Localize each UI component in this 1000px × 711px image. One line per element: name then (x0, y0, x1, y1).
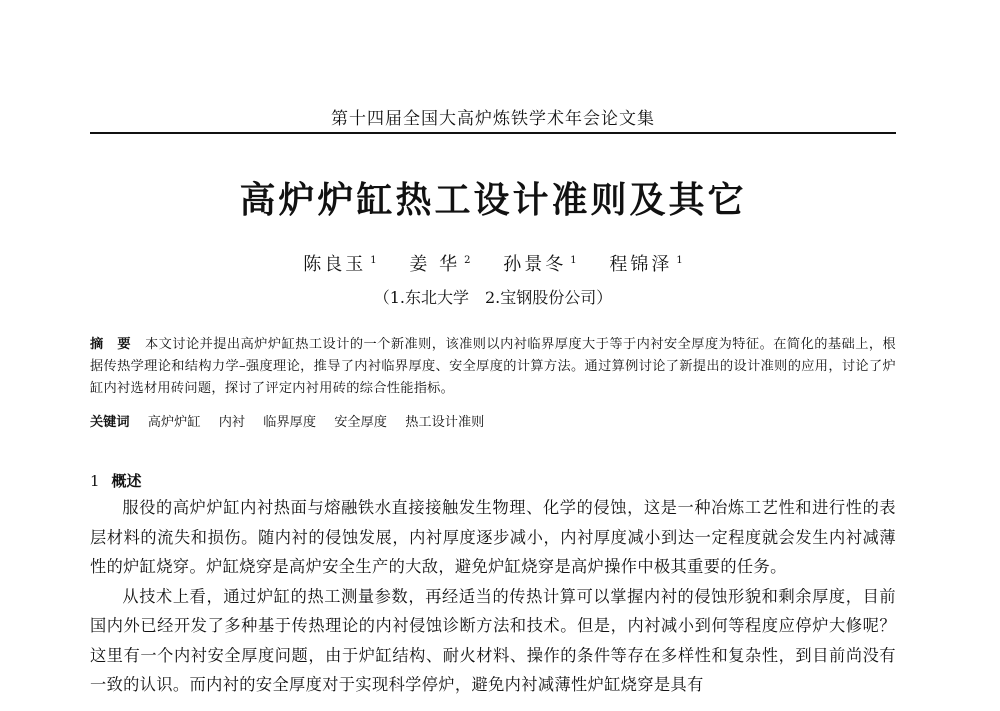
body-paragraph: 从技术上看，通过炉缸的热工测量参数，再经适当的传热计算可以掌握内衬的侵蚀形貌和剩余厚度，目前国内外已经开发了多种基于传热理论的内衬侵蚀诊断方法和技术。但是，内衬减小到何等程度应停炉大修呢？这里有一个内衬安全厚度问题，由于炉缸结构、耐火材料、操作的条件等存在多样性和复杂性，到目前尚没有一致的认识。而内衬的安全厚度对于实现科学停炉，避免内衬减薄性炉缸烧穿是具有 (90, 586, 896, 694)
abstract-text: 本文讨论并提出高炉炉缸热工设计的一个新准则，该准则以内衬临界厚度大于等于内衬安全厚度为特征。在简化的基础上，根据传热学理论和结构力学–强度理论，推导了内衬临界厚度、安全厚度的计算方法。通过算例讨论了新提出的设计准则的应用，讨论了炉缸内衬选材用砖问题，探讨了评定内衬用砖的综合性能指标。 (90, 337, 896, 396)
keyword: 临界厚度 (263, 415, 317, 430)
keyword: 内衬 (218, 415, 246, 430)
keywords-label: 关键词 (90, 415, 130, 430)
keyword: 安全厚度 (334, 415, 387, 430)
abstract (90, 334, 896, 400)
section-heading (90, 470, 142, 491)
body-paragraph: 服役的高炉炉缸内衬热面与熔融铁水直接接触发生物理、化学的侵蚀，这是一种冶炼工艺性和进行性的表层材料的流失和损伤。随内衬的侵蚀发展，内衬厚度逐步减小，内衬厚度减小到达一定程度就会发生内衬减薄性的炉缸烧穿。炉缸烧穿是高炉安全生产的大敌，避免炉缸烧穿是高炉操作中极其重要的任务。 (90, 498, 896, 576)
keyword: 高炉炉缸 (147, 415, 201, 430)
keyword: 热工设计准则 (405, 415, 485, 430)
affiliation: （1.东北大学 2.宝钢股份公司） (373, 288, 613, 307)
author-name: 姜 华 (409, 254, 461, 275)
section-number: 1 (90, 472, 100, 490)
keywords (90, 412, 896, 434)
author-list (90, 250, 896, 276)
author-affil-mark: 1 (570, 255, 577, 266)
author-3 (503, 250, 576, 276)
author-affil-mark: 1 (676, 255, 683, 266)
author-2 (409, 250, 470, 276)
running-header: 第十四届全国大高炉炼铁学术年会论文集 (331, 109, 655, 129)
author-1 (303, 250, 376, 276)
author-name: 陈良玉 (303, 254, 367, 275)
author-name: 程锦泽 (609, 254, 673, 275)
abstract-label: 摘 要 (90, 337, 131, 352)
author-affil-mark: 1 (370, 255, 377, 266)
section-title: 概述 (111, 472, 142, 490)
paper-title: 高炉炉缸热工设计准则及其它 (239, 180, 747, 221)
section-body (90, 493, 896, 700)
author-4 (609, 250, 682, 276)
author-name: 孙景冬 (503, 254, 567, 275)
header-rule (90, 132, 896, 134)
author-affil-mark: 2 (464, 255, 471, 266)
